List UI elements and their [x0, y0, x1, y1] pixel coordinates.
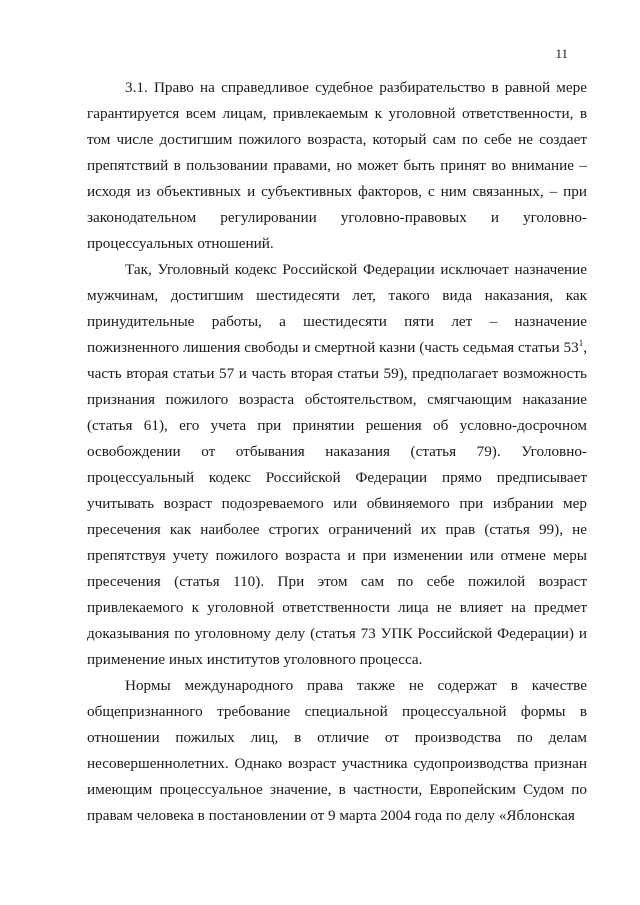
paragraph-right-to-fair-trial: 3.1. Право на справедливое судебное разбирательство в равной мере гарантируется всем лицам, привлекаемым к уголовной ответственности, в том числе достигшим пожилого возраста, который сам по себе не создает препятствий в пользовании правами, но может быть принят во внимание – исходя из объективных и субъективных факторов, с ним связанных, – при законодательном регулировании уголовно-правовых и уголовно-процессуальных отношений.: [87, 79, 587, 252]
paragraph-text-part: Так, Уголовный кодекс Российской Федерации исключает назначение мужчинам, достигшим шестидесяти лет, такого вида наказания, как принудительные работы, а шестидесяти пяти лет – назначение пожизненного лишения свободы и смертной казни (часть седьмая статьи 53: [87, 261, 587, 356]
paragraph-international-law: Нормы международного права также не содержат в качестве общепризнанного требование специальной процессуальной формы в отношении пожилых лиц, в отличие от производства по делам несовершеннолетних. Однако возраст участника судопроизводства признан имеющим процессуальное значение, в частности, Европейским Судом по правам человека в постановлении от 9 марта 2004 года по делу «Яблонская: [87, 677, 587, 824]
footnote-superscript: 1: [578, 338, 584, 348]
body-text: [87, 75, 587, 829]
paragraph-text-part: , часть вторая статьи 57 и часть вторая статьи 59), предполагает возможность признания пожилого возраста обстоятельством, смягчающим наказание (статья 61), его учета при принятии решения об условно-досрочном освобождении от отбывания наказания (статья 79). Уголовно-процессуальный кодекс Российской Федерации прямо предписывает учитывать возраст подозреваемого или обвиняемого при избрании мер пресечения как наиболее строгих ограничений их прав (статья 99), не препятствуя учету пожилого возраста и при изменении или отмене меры пресечения (статья 110). При этом сам по себе пожилой возраст привлекаемого к уголовной ответственности лица не влияет на предмет доказывания по уголовному делу (статья 73 УПК Российской Федерации) и применение иных институтов уголовного процесса.: [87, 339, 587, 668]
page-number: 11: [555, 46, 568, 61]
paragraph-criminal-code: [87, 257, 587, 673]
